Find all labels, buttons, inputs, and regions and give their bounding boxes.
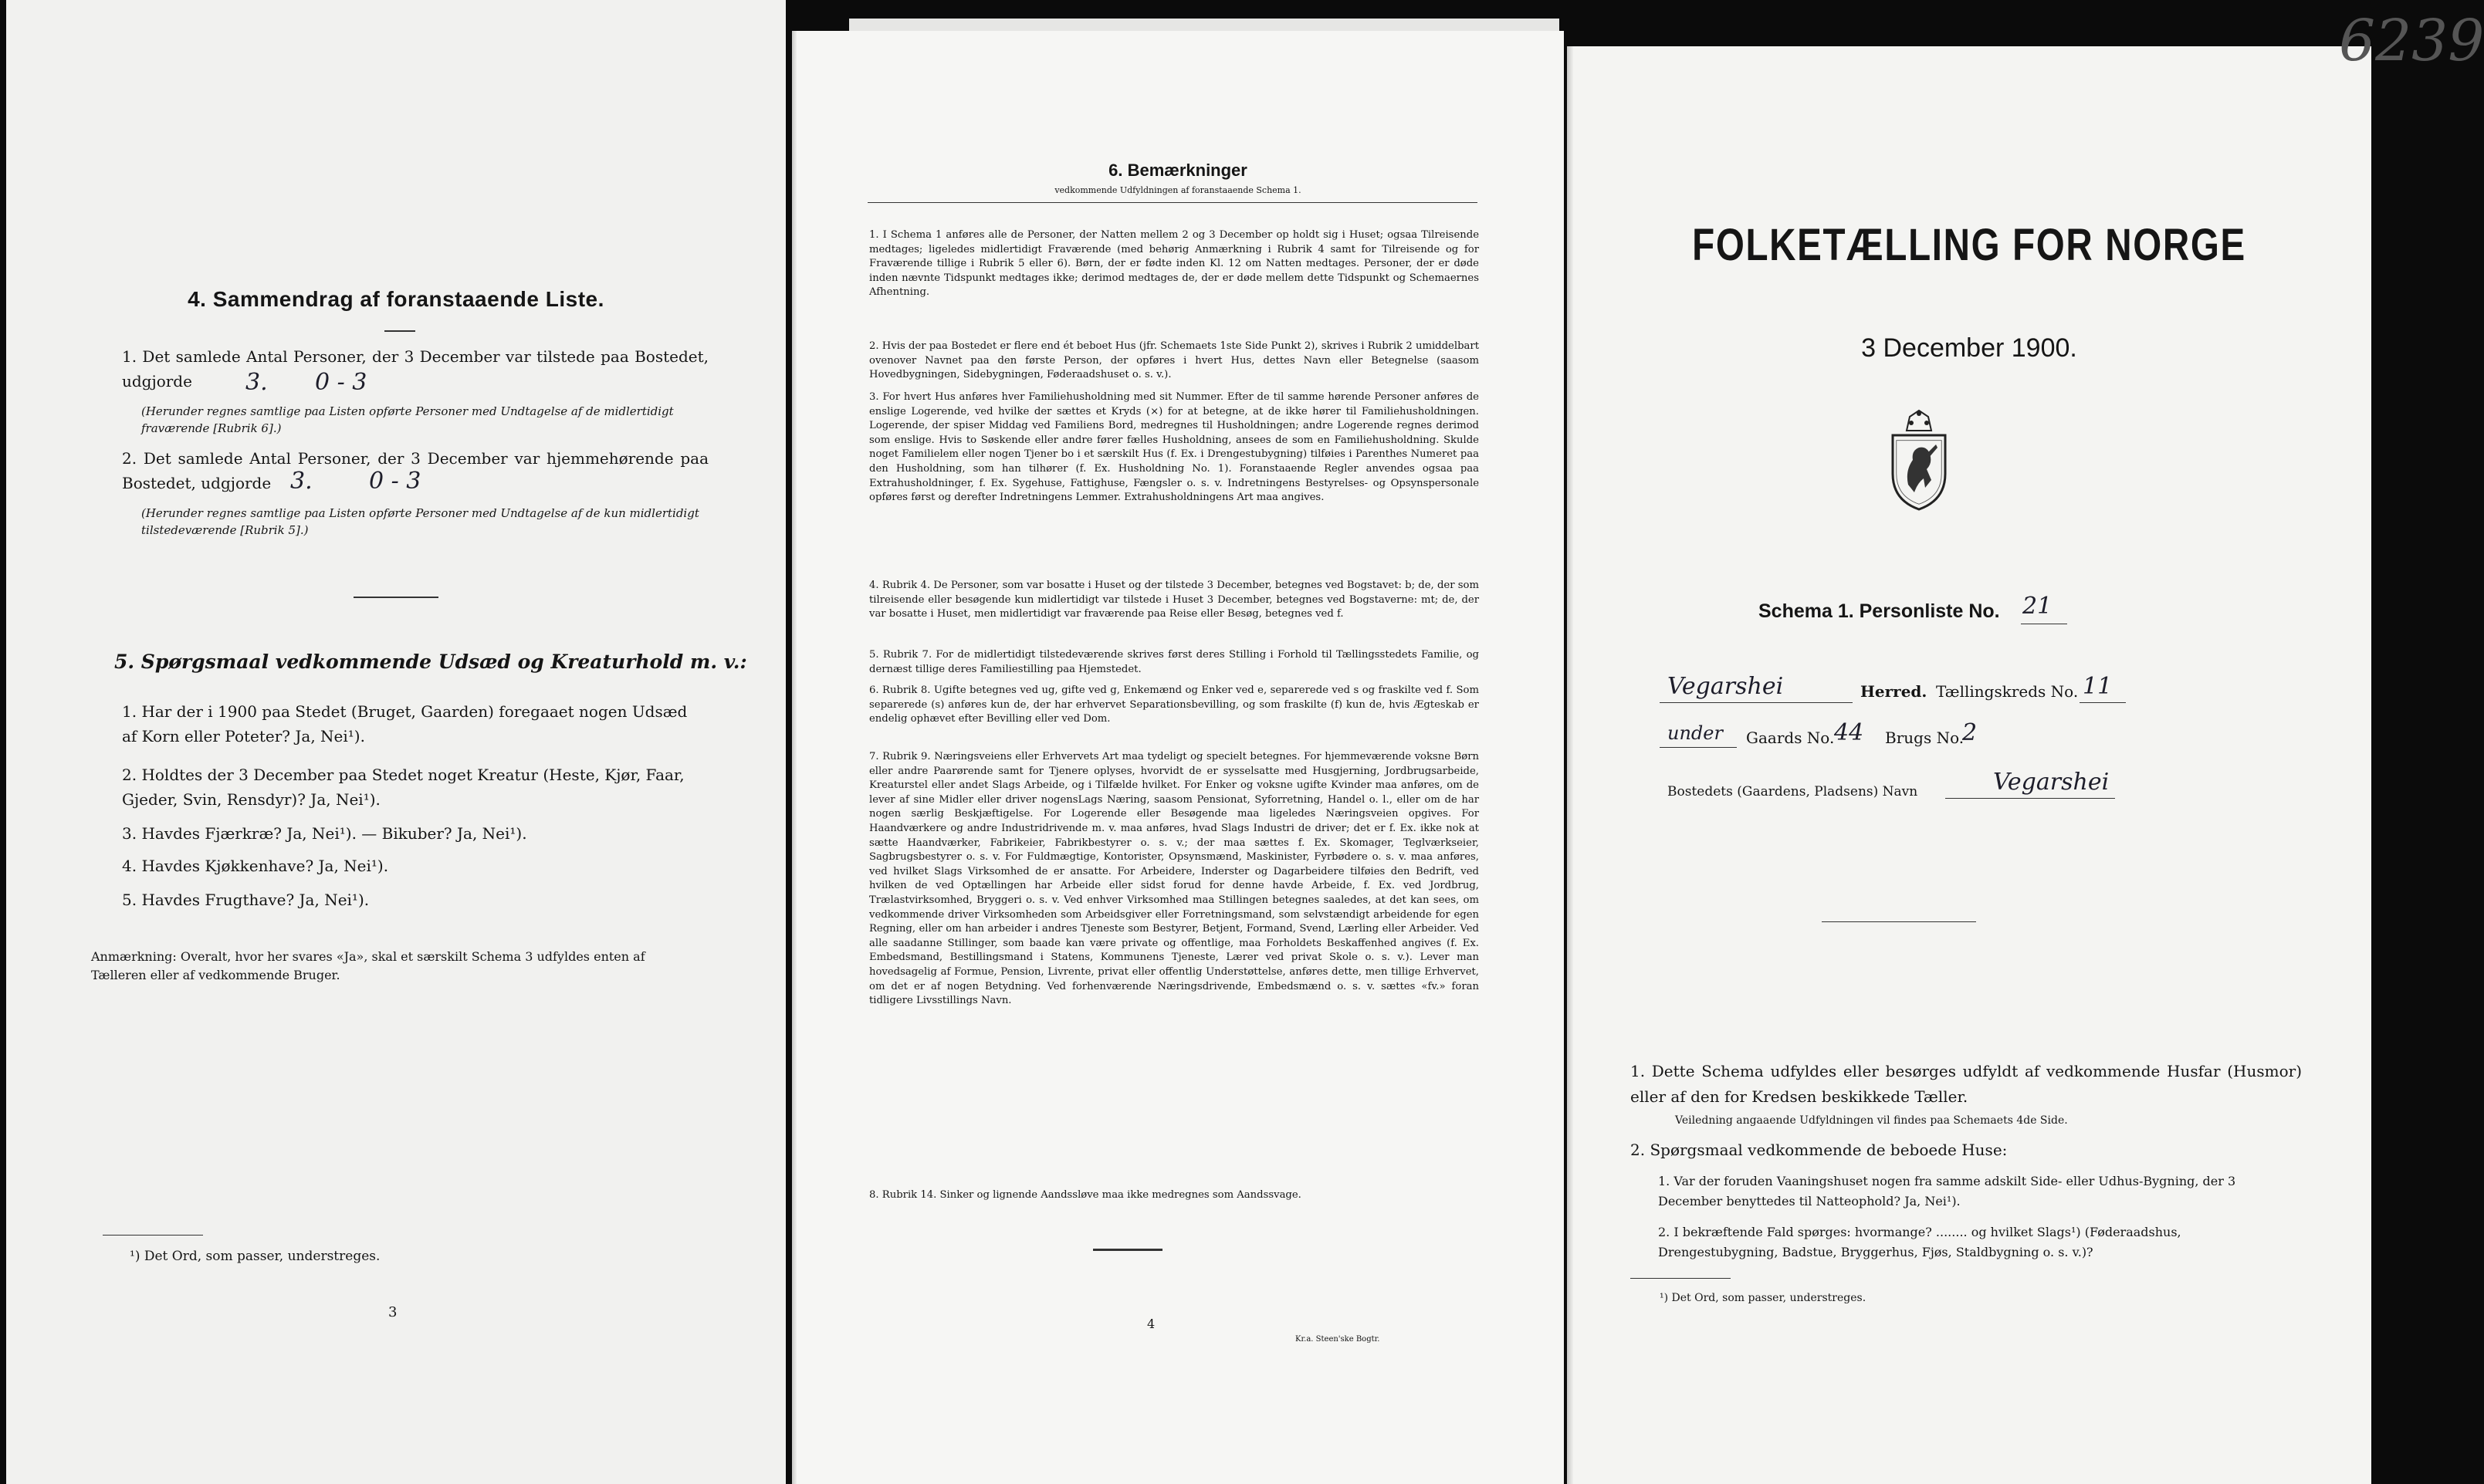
divider	[384, 330, 415, 332]
remark-7: 7. Rubrik 9. Næringsveiens eller Erhvervets Art maa tydeligt og specielt betegnes. For hjemmeværende voksne Børn eller andre Paarørende samt for Tjenere oplyses, hvorvidt de er sysselsatte med Husgjerning, Jordbrugsarbeide, Kreaturstel eller andet Slags Arbeide, og i Tilfælde hvilket. For Enker og voksne ugifte Kvinder maa anføres, om de lever af sine Midler eller driver nogensLags Næring, saasom Pensionat, Syforretning, Handel o. l., eller om de har nogen særlig Beskjæftigelse. For Logerende eller Besøgende maa ligeledes Næringsveien opgives. For Haandværkere og andre Industridrivende m. v. maa anføres, hvad Slags Industri de driver; det er f. Ex. ikke nok at sætte Haandværker, Fabrikeier, Fabrikbestyrer o. s. v.; der maa sættes f. Ex. Skomager, Teglværkseier, Sagbrugsbestyrer o. s. v. For Fuldmægtige, Kontorister, Opsynsmænd, Maskinister, Fyrbødere o. s. v. maa anføres, ved hvilket Slags Virksomhed de er ansatte. For Arbeidere, Inderster og Dagarbeidere tilføies den Bedrift, ved hvilken de ved Optællingen har Arbeide eller sidst forud for denne havde Arbeide, f. Ex. ved Jordbrug, Trælastvirksomhed, Bryggeri o. s. v. Ved enhver Virksomhed maa Stillingen betegnes saaledes, at det kan sees, om vedkommende driver Virksomheden som Arbeidsgiver eller Forretningsmand, som selvstændigt arbeidende for egen Regning, eller om han arbeider i andres Tjeneste som Bestyrer, Betjent, Formand, Svend, Lærling eller Arbeider. Ved alle saadanne Stillinger, som baade kan være private og offentlige, maa Forholdets Beskaffenhed angives (f. Ex. Embedsmand, Bestillingsmand i Statens, Kommunens Tjeneste, Lærer ved privat Skole o. s. v.). Lever man hovedsagelig af Formue, Pension, Livrente, privat eller offentlig Understøttelse, anføres dette, men tillige Erhvervet, om det er af nogen Betydning. Ved forhenværende Næringsdrivende, Embedsmænd o. s. v. sættes «fv.» foran tidligere Livsstillings Navn.	[869, 751, 1479, 1007]
instruction-2: 2. Spørgsmaal vedkommende de beboede Huse:	[1630, 1141, 2008, 1159]
page-number: 4	[1147, 1317, 1156, 1331]
fold-shadow	[792, 31, 797, 1484]
fill-line	[1945, 798, 2115, 799]
brugs-label: Brugs No.	[1885, 728, 1965, 747]
form-date: 3 December 1900.	[1861, 333, 2077, 363]
printer-mark: Kr.a. Steen'ske Bogtr.	[1295, 1335, 1380, 1344]
item-2-value: 3.	[290, 468, 313, 495]
footnote: ¹) Det Ord, som passer, understreges.	[1660, 1292, 1866, 1304]
footnote-divider	[103, 1235, 203, 1236]
remark-8: 8. Rubrik 14. Sinker og lignende Aandssløve maa ikke medregnes som Aandssvage.	[869, 1189, 1301, 1201]
divider	[1093, 1249, 1162, 1251]
brugs-value: 2	[1962, 719, 1978, 746]
divider	[868, 202, 1477, 203]
remark-6: 6. Rubrik 8. Ugifte betegnes ved ug, gifte ved g, Enkemænd og Enker ved e, separerede ved s og fraskilte ved f. Som separerede (s) anføres kun de, der har erhvervet Separationsbevilling, og som fraskilte (f) kun de, hvis Ægteskab er endelig ophævet efter Bevilling eller ved Dom.	[869, 685, 1479, 725]
fill-line	[1660, 702, 1853, 703]
fill-line	[1660, 747, 1737, 748]
page-3-sheet	[6, 0, 786, 1484]
norway-coat-of-arms-icon	[1888, 409, 1950, 514]
item-1-value: 3.	[245, 369, 268, 396]
herred-label: Herred.	[1860, 682, 1927, 701]
summary-item-2-note: (Herunder regnes samtlige paa Listen opførte Personer med Undtagelse af de kun midlertidigt tilstedeværende [Rubrik 5].)	[141, 506, 699, 537]
kreds-label: Tællingskreds No.	[1936, 682, 2079, 701]
divider	[354, 597, 438, 598]
remark-3: 3. For hvert Hus anføres hver Familiehusholdning med sit Nummer. Efter de til samme hørende Personer anføres de enslige Logerende, ved hvilke der sættes et Kryds (×) for at betegne, at de ikke hører til Familiehusholdningen. Logerende, der spiser Middag ved Familiens Bord, medregnes til Husholdningen; andre Logerende regnes derimod som enslige. Hvis to Søskende eller andre fører fælles Husholdning, ansees de som en Familiehusholdning. Skulde noget Familielem eller nogen Tjener bo i et særskilt Hus (f. Ex. i Drengestubygning) tilføies i Parenthes Numeret paa den Husholdning, som han tilhører (f. Ex. Husholdning No. 1). Foranstaaende Regler anvendes ogsaa paa Extrahusholdninger, f. Ex. Sygehuse, Fattighuse, Fængsler o. s. v. Indretningens Bestyrelses- og Opsynspersonale opføres først og derefter Indretningens Lemmer. Extrahusholdningens Art maa angives.	[869, 391, 1479, 504]
instruction-2-question-1: 1. Var der foruden Vaaningshuset nogen fra samme adskilt Side- eller Udhus-Bygning, der 3 December benyttedes til Natteophold? Ja, Nei¹).	[1658, 1174, 2236, 1208]
under-value: under	[1667, 722, 1723, 744]
summary-item-1-note: (Herunder regnes samtlige paa Listen opførte Personer med Undtagelse af de midlertidigt fraværende [Rubrik 6].)	[141, 404, 674, 435]
question-3: 3. Havdes Fjærkræ? Ja, Nei¹). — Bikuber? Ja, Nei¹).	[122, 824, 527, 843]
instruction-1-note: Veiledning angaaende Udfyldningen vil findes paa Schemaets 4de Side.	[1675, 1114, 2068, 1127]
gaards-label: Gaards No.	[1746, 728, 1835, 747]
remarks-title: 6. Bemærkninger	[1108, 161, 1247, 180]
page-1-sheet	[1567, 8, 2484, 1484]
question-1: 1. Har der i 1900 paa Stedet (Bruget, Gaarden) foregaaet nogen Udsæd af Korn eller Poteter? Ja, Nei¹).	[122, 702, 688, 745]
remark-5: 5. Rubrik 7. For de midlertidigt tilstedeværende skrives først deres Stilling i Forhold til Tællingsstedets Familie, og dernæst tillige deres Familiestilling paa Hjemstedet.	[869, 649, 1479, 675]
section-4-title: 4. Sammendrag af foranstaaende Liste.	[188, 287, 604, 311]
question-5: 5. Havdes Frugthave? Ja, Nei¹).	[122, 891, 370, 909]
section-5-title: 5. Spørgsmaal vedkommende Udsæd og Kreaturhold m. v.:	[114, 651, 747, 673]
question-4: 4. Havdes Kjøkkenhave? Ja, Nei¹).	[122, 857, 389, 875]
herred-value: Vegarshei	[1667, 673, 1784, 700]
item-2-formula: 0 - 3	[369, 468, 421, 495]
remarks-subtitle: vedkommende Udfyldningen af foranstaaende Schema 1.	[1054, 185, 1301, 195]
fill-line	[2080, 702, 2126, 703]
bosted-value: Vegarshei	[1993, 769, 2110, 796]
form-title: FOLKETÆLLING FOR NORGE	[1692, 220, 2246, 270]
item-1-formula: 0 - 3	[315, 369, 367, 396]
remark-1: 1. I Schema 1 anføres alle de Personer, der Natten mellem 2 og 3 December op holdt sig i Huset; ogsaa Tilreisende medtages; ligeledes midlertidigt Fraværende (med behørig Anmærkning i Rubrik 4 samt for Tilreisende og for Fraværende tillige i Rubrik 5 eller 6). Børn, der er fødte inden Kl. 12 om Natten medtages. Personer, der er døde inden nævnte Tidspunkt medtages ikke; derimod medtages de, der er døde mellem dette Tidspunkt og Schemaernes Afhentning.	[869, 229, 1479, 299]
bosted-label: Bostedets (Gaardens, Pladsens) Navn	[1667, 784, 1918, 799]
instruction-2-question-2: 2. I bekræftende Fald spørges: hvormange? ........ og hvilket Slags¹) (Føderaadshus, Drengestubygning, Badstue, Bryggerhus, Fjøs, Staldbygning o. s. v.)?	[1658, 1225, 2181, 1259]
schema-number: 21	[2022, 593, 2053, 620]
archive-number: 6239	[2339, 8, 2484, 74]
gaards-value: 44	[1834, 719, 1864, 746]
page-4-sheet	[792, 31, 1564, 1484]
fold-shadow	[1567, 46, 1573, 1484]
summary-item-2: 2. Det samlede Antal Personer, der 3 December var hjemmehørende paa Bostedet, udgjorde	[122, 449, 709, 492]
schema-label: Schema 1. Personliste No.	[1758, 600, 2000, 622]
remark: Anmærkning: Overalt, hvor her svares «Ja», skal et særskilt Schema 3 udfyldes enten af Tælleren eller af vedkommende Bruger.	[91, 949, 645, 982]
footnote-divider	[1630, 1278, 1731, 1279]
footnote: ¹) Det Ord, som passer, understreges.	[130, 1249, 381, 1264]
remark-2: 2. Hvis der paa Bostedet er flere end ét beboet Hus (jfr. Schemaets 1ste Side Punkt 2), skrives i Rubrik 2 umiddelbart ovenover Navnet paa den første Person, der opføres i hvert Hus, dettes Navn eller Betegnelse (saasom Hovedbygningen, Sidebygningen, Føderaadshuset o. s. v.).	[869, 340, 1479, 381]
question-2: 2. Holdtes der 3 December paa Stedet noget Kreatur (Heste, Kjør, Faar, Gjeder, Svin, Rensdyr)? Ja, Nei¹).	[122, 766, 685, 809]
kreds-value: 11	[2083, 673, 2113, 700]
ornament-divider	[1822, 921, 1976, 922]
summary-item-1: 1. Det samlede Antal Personer, der 3 December var tilstede paa Bostedet, udgjorde	[122, 347, 709, 390]
instruction-1: 1. Dette Schema udfyldes eller besørges udfyldt af vedkommende Husfar (Husmor) eller af den for Kredsen beskikkede Tæller.	[1630, 1062, 2302, 1106]
page-number: 3	[388, 1304, 398, 1320]
remark-4: 4. Rubrik 4. De Personer, som var bosatte i Huset og der tilstede 3 December, betegnes ved Bogstavet: b; de, der som tilreisende eller besøgende kun midlertidigt var tilstede i Huset 3 December, betegnes ved Bogstaverne: mt; de, der var bosatte i Huset, men midlertidigt var fraværende paa Reise eller Besøg, betegnes ved f.	[869, 580, 1479, 620]
